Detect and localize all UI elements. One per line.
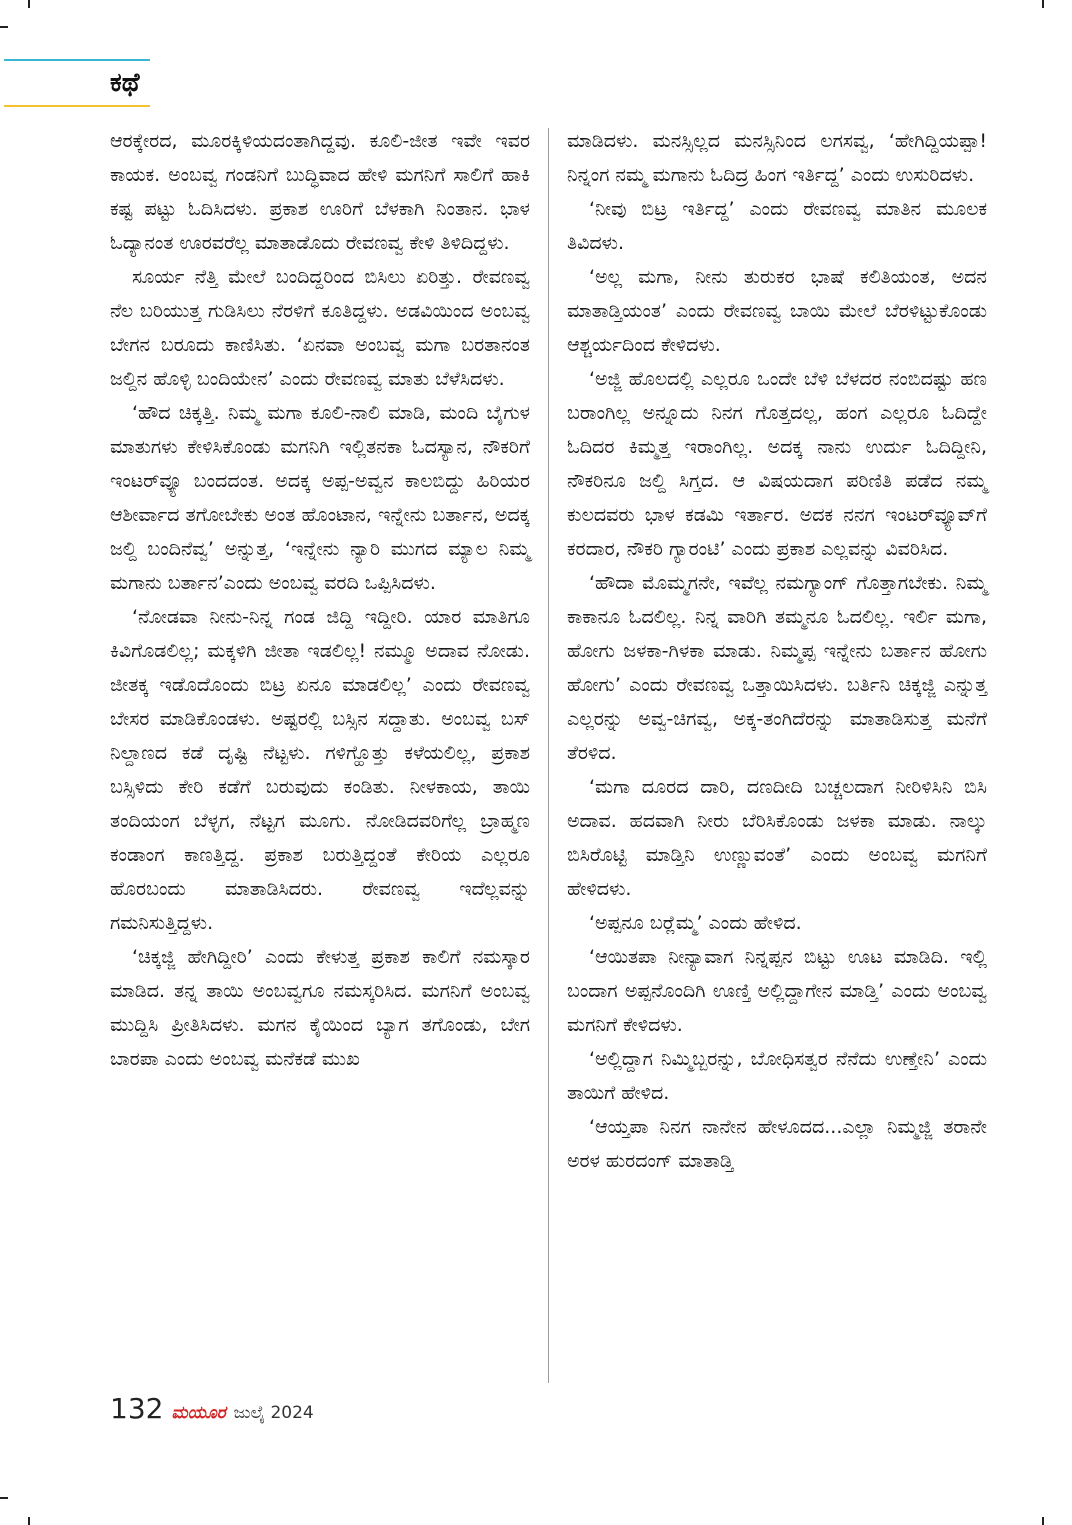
paragraph: ‘ಹೌದ ಚಿಕ್ಕತ್ತಿ. ನಿಮ್ಮ ಮಗಾ ಕೂಲಿ-ನಾಲಿ ಮಾಡಿ, ಮಂದಿ ಬೈಗುಳ ಮಾತುಗಳು ಕೇಳಿಸಿಕೊಂಡು ಮಗನಿಗಿ ಇಲ್ಲಿತನಕಾ ಓದಸ್ಯಾನ, ನೌಕರಿಗೆ ಇಂಟರ್‌ವ್ಯೂ ಬಂದದಂತ. ಅದಕ್ಕ ಅಪ್ಪ-ಅವ್ವನ ಕಾಲಬಿದ್ದು ಹಿರಿಯರ ಆಶೀರ್ವಾದ ತಗೋಬೇಕು ಅಂತ ಹೊಂಟಾನ, ಇನ್ನೇನು ಬರ್ತಾನ, ಅದಕ್ಕ ಜಲ್ದಿ ಬಂದಿನೆವ್ವ’ ಅನ್ನುತ್ತ, ‘ಇನ್ನೇನು ನ್ಯಾರಿ ಮುಗದ ಮ್ಯಾಲ ನಿಮ್ಮ ಮಗಾನು ಬರ್ತಾನ’ಎಂದು ಅಂಬವ್ವ ವರದಿ ಒಪ್ಪಿಸಿದಳು. [110,402,530,594]
left-column [110,124,530,1076]
crop-mark [1042,0,1044,8]
crop-mark [0,1497,8,1499]
paragraph: ‘ಆಯ್ತಪಾ ನಿನಗ ನಾನೇನ ಹೇಳೂದದ...ಎಲ್ಲಾ ನಿಮ್ಮಜ್ಜಿ ತರಾನೇ ಅರಳ ಹುರದಂಗ್ ಮಾತಾಡ್ತಿ [567,1116,987,1172]
paragraph: ಆರಕ್ಕೇರದ, ಮೂರಕ್ಕಿಳಿಯದಂತಾಗಿದ್ದವು. ಕೂಲಿ-ಜೀತ ಇವೇ ಇವರ ಕಾಯಕ. ಅಂಬವ್ವ ಗಂಡನಿಗೆ ಬುದ್ಧಿವಾದ ಹೇಳಿ ಮಗನಿಗೆ ಸಾಲಿಗೆ ಹಾಕಿ ಕಷ್ಟ ಪಟ್ಟು ಓದಿಸಿದಳು. ಪ್ರಕಾಶ ಊರಿಗೆ ಬೆಳಕಾಗಿ ನಿಂತಾನ. ಭಾಳ ಓದ್ಯಾನಂತ ಊರವರೆಲ್ಲ ಮಾತಾಡೊದು ರೇವಣವ್ವ ಕೇಳಿ ತಿಳಿದಿದ್ದಳು. [110,130,530,254]
right-column [567,124,987,1178]
header-rule-bottom [4,105,150,107]
paragraph: ‘ಅಲ್ಲಿದ್ದಾಗ ನಿಮ್ಮಿಬ್ಬರನ್ನು, ಬೋಧಿಸತ್ವರ ನೆನೆದು ಉಣ್ತೇನಿ’ ಎಂದು ತಾಯಿಗೆ ಹೇಳಿದ. [567,1048,987,1104]
crop-mark [28,0,30,8]
paragraph: ‘ಚಿಕ್ಕಜ್ಜಿ ಹೇಗಿದ್ದೀರಿ’ ಎಂದು ಕೇಳುತ್ತ ಪ್ರಕಾಶ ಕಾಲಿಗೆ ನಮಸ್ಕಾರ ಮಾಡಿದ. ತನ್ನ ತಾಯಿ ಅಂಬವ್ವಗೂ ನಮಸ್ಕರಿಸಿದ. ಮಗನಿಗೆ ಅಂಬವ್ವ ಮುದ್ದಿಸಿ ಪ್ರೀತಿಸಿದಳು. ಮಗನ ಕೈಯಿಂದ ಬ್ಯಾಗ ತಗೊಂಡು, ಬೇಗ ಬಾರಪಾ ಎಂದು ಅಂಬವ್ವ ಮನೆಕಡೆ ಮುಖ [110,946,530,1070]
paragraph: ‘ಮಗಾ ದೂರದ ದಾರಿ, ದಣದೀದಿ ಬಚ್ಚಲದಾಗ ನೀರಿಳಿಸಿನಿ ಬಿಸಿ ಅದಾವ. ಹದವಾಗಿ ನೀರು ಬೆರಿಸಿಕೊಂಡು ಜಳಕಾ ಮಾಡು. ನಾಲ್ಕು ಬಿಸಿರೊಟ್ಟಿ ಮಾಡ್ತಿನಿ ಉಣ್ಣುವಂತೆ’ ಎಂದು ಅಂಬವ್ವ ಮಗನಿಗೆ ಹೇಳಿದಳು. [567,776,987,900]
crop-mark [28,1517,30,1525]
paragraph: ‘ಆಯಿತಪಾ ನೀನ್ಯಾವಾಗ ನಿನ್ನಪ್ಪನ ಬಿಟ್ಟು ಊಟ ಮಾಡಿದಿ. ಇಲ್ಲಿ ಬಂದಾಗ ಅಪ್ಪನೊಂದಿಗಿ ಊಣ್ತಿ ಅಲ್ಲಿದ್ದಾಗೇನ ಮಾಡ್ತಿ’ ಎಂದು ಅಂಬವ್ವ ಮಗನಿಗೆ ಕೇಳಿದಳು. [567,946,987,1036]
paragraph: ‘ಅಜ್ಜಿ ಹೊಲದಲ್ಲಿ ಎಲ್ಲರೂ ಒಂದೇ ಬೆಳಿ ಬೆಳದರ ನಂಬಿದಷ್ಟು ಹಣ ಬರಾಂಗಿಲ್ಲ ಅನ್ನೂದು ನಿನಗ ಗೊತ್ತದಲ್ಲ, ಹಂಗ ಎಲ್ಲರೂ ಓದಿದ್ದೇ ಓದಿದರ ಕಿಮ್ಮತ್ತ ಇರಾಂಗಿಲ್ಲ. ಅದಕ್ಕ ನಾನು ಉರ್ದು ಓದಿದ್ದೀನಿ, ನೌಕರಿನೂ ಜಲ್ದಿ ಸಿಗ್ತದ. ಆ ವಿಷಯದಾಗ ಪರಿಣಿತಿ ಪಡೆದ ನಮ್ಮ ಕುಲದವರು ಭಾಳ ಕಡಮಿ ಇರ್ತಾರ. ಅದಕ ನನಗ ಇಂಟರ್‌ವ್ಯೂವ್‌ಗೆ ಕರದಾರ, ನೌಕರಿ ಗ್ಯಾರಂಟಿ’ ಎಂದು ಪ್ರಕಾಶ ಎಲ್ಲವನ್ನು ವಿವರಿಸಿದ. [567,368,987,560]
paragraph: ಮಾಡಿದಳು. ಮನಸ್ಸಿಲ್ಲದ ಮನಸ್ಸಿನಿಂದ ಲಗಸವ್ವ, ‘ಹೇಗಿದ್ದಿಯಪ್ಪಾ! ನಿನ್ನಂಗ ನಮ್ಮ ಮಗಾನು ಓದಿದ್ರ ಹಿಂಗ ಇರ್ತಿದ್ದ’ ಎಂದು ಉಸುರಿದಳು. [567,130,987,186]
paragraph: ‘ನೋಡವಾ ನೀನು-ನಿನ್ನ ಗಂಡ ಜಿದ್ದಿ ಇದ್ದೀರಿ. ಯಾರ ಮಾತಿಗೂ ಕಿವಿಗೊಡಲಿಲ್ಲ; ಮಕ್ಕಳಿಗಿ ಜೀತಾ ಇಡಲಿಲ್ಲ! ನಮ್ಮೂ ಅದಾವ ನೋಡು. ಜೀತಕ್ಕ ಇಡೊದೊಂದು ಬಿಟ್ರ ಏನೂ ಮಾಡಲಿಲ್ಲ’ ಎಂದು ರೇವಣವ್ವ ಬೇಸರ ಮಾಡಿಕೊಂಡಳು. ಅಷ್ಟರಲ್ಲಿ ಬಸ್ಸಿನ ಸದ್ದಾತು. ಅಂಬವ್ವ ಬಸ್ ನಿಲ್ದಾಣದ ಕಡೆ ದೃಷ್ಟಿ ನೆಟ್ಟಳು. ಗಳಿಗ್ಹೊತ್ತು ಕಳೆಯಲಿಲ್ಲ, ಪ್ರಕಾಶ ಬಸ್ಸಿಳಿದು ಕೇರಿ ಕಡೆಗೆ ಬರುವುದು ಕಂಡಿತು. ನೀಳಕಾಯ, ತಾಯಿ ತಂದಿಯಂಗ ಬೆಳ್ಳಗ, ನೆಟ್ಟಗ ಮೂಗು. ನೋಡಿದವರಿಗೆಲ್ಲ ಬ್ರಾಹ್ಮಣ ಕಂಡಾಂಗ ಕಾಣತ್ತಿದ್ದ. ಪ್ರಕಾಶ ಬರುತ್ತಿದ್ದಂತೆ ಕೇರಿಯ ಎಲ್ಲರೂ ಹೊರಬಂದು ಮಾತಾಡಿಸಿದರು. ರೇವಣವ್ವ ಇದೆಲ್ಲವನ್ನು ಗಮನಿಸುತ್ತಿದ್ದಳು. [110,606,530,934]
header-rule-top [4,59,150,61]
crop-mark [0,26,8,28]
paragraph: ‘ಹೌದಾ ಮೊಮ್ಮಗನೇ, ಇವೆಲ್ಲ ನಮಗ್ಯಾಂಗ್ ಗೊತ್ತಾಗಬೇಕು. ನಿಮ್ಮ ಕಾಕಾನೂ ಓದಲಿಲ್ಲ. ನಿನ್ನ ವಾರಿಗಿ ತಮ್ಮನೂ ಓದಲಿಲ್ಲ. ಇರ್ಲಿ ಮಗಾ, ಹೋಗು ಜಳಕಾ-ಗಿಳಕಾ ಮಾಡು. ನಿಮ್ಮಪ್ಪ ಇನ್ನೇನು ಬರ್ತಾನ ಹೋಗು ಹೋಗು’ ಎಂದು ರೇವಣವ್ವ ಒತ್ತಾಯಿಸಿದಳು. ಬರ್ತಿನಿ ಚಿಕ್ಕಜ್ಜಿ ಎನ್ನುತ್ತ ಎಲ್ಲರನ್ನು ಅವ್ವ-ಚಿಗವ್ವ, ಅಕ್ಕ-ತಂಗಿದೆರನ್ನು ಮಾತಾಡಿಸುತ್ತ ಮನೆಗೆ ತೆರಳಿದ. [567,572,987,764]
column-divider [548,128,549,1383]
page-footer [110,1392,314,1432]
magazine-logo: ಮಯೂರ [171,1403,226,1423]
page-number: 132 [110,1392,164,1425]
crop-mark [1042,1517,1044,1525]
paragraph: ಸೂರ್ಯ ನೆತ್ತಿ ಮೇಲೆ ಬಂದಿದ್ದರಿಂದ ಬಿಸಿಲು ಏರಿತ್ತು. ರೇವಣವ್ವ ನೆಲ ಬರಿಯುತ್ತ ಗುಡಿಸಿಲು ನೆರಳಿಗೆ ಕೂತಿದ್ದಳು. ಅಡವಿಯಿಂದ ಅಂಬವ್ವ ಬೇಗನ ಬರೂದು ಕಾಣಿಸಿತು. ‘ಏನವಾ ಅಂಬವ್ವ ಮಗಾ ಬರತಾನಂತ ಜಲ್ದಿನ ಹೊಳ್ಳಿ ಬಂದಿಯೇನ’ ಎಂದು ರೇವಣವ್ವ ಮಾತು ಬೆಳೆಸಿದಳು. [110,266,530,390]
issue-date: ಜುಲೈ 2024 [233,1403,314,1423]
paragraph: ‘ಅಪ್ಪನೂ ಬರ್‍ಲೆಮ್ಮ’ ಎಂದು ಹೇಳಿದ. [589,912,802,934]
section-label: ಕಥೆ [110,68,140,98]
paragraph: ‘ಅಲ್ಲ ಮಗಾ, ನೀನು ತುರುಕರ ಭಾಷೆ ಕಲಿತಿಯಂತ, ಅದನ ಮಾತಾಡ್ತಿಯಂತ’ ಎಂದು ರೇವಣವ್ವ ಬಾಯಿ ಮೇಲೆ ಬೆರಳಿಟ್ಟುಕೊಂಡು ಆಶ್ಚರ್ಯದಿಂದ ಕೇಳಿದಳು. [567,266,987,356]
paragraph: ‘ನೀವು ಬಿಟ್ರ ಇರ್ತಿದ್ದ’ ಎಂದು ರೇವಣವ್ವ ಮಾತಿನ ಮೂಲಕ ತಿವಿದಳು. [567,198,987,254]
